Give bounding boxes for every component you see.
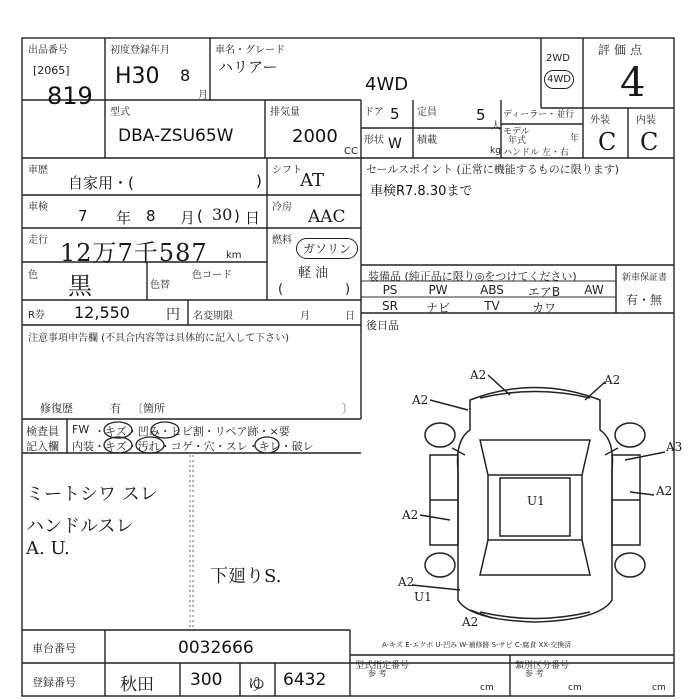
drive-4wd-circled: 4WD	[544, 70, 574, 89]
doc-day-unit: 日	[345, 311, 355, 322]
repair-history-label: 修復歴	[40, 402, 73, 415]
hand-note-4: 下廻りS.	[210, 566, 282, 587]
repair-location-label: 〔箇所	[132, 402, 165, 415]
post-install-label: 後日品	[366, 319, 399, 332]
damage-mark-front-left: A2	[412, 393, 429, 407]
history-label: 車歴	[28, 165, 48, 176]
score-value: 4	[620, 60, 646, 106]
sales-points-label: セールスポイント (正常に機能するものに限ります)	[366, 163, 620, 176]
recycle-label: R券	[28, 310, 45, 321]
handle-label: ハンドル 左・右	[503, 148, 569, 158]
damage-mark-front-right: A2	[604, 373, 621, 387]
equipment-ps: PS	[382, 283, 398, 297]
notes-label: 注意事項申告欄 (不具合内容等は具体的に記入して下さい)	[28, 333, 289, 344]
fuel-other: 軽 油	[298, 266, 329, 281]
equipment-aw: AW	[584, 283, 604, 297]
kg-unit: kg	[490, 146, 501, 156]
warranty-value: 有・無	[626, 293, 663, 307]
cc-unit: CC	[344, 146, 358, 157]
first-registration-label: 初度登録年月	[110, 45, 170, 56]
registration-class: 300	[190, 670, 223, 690]
grade: 4WD	[365, 74, 409, 95]
model-label: 型式	[110, 107, 130, 118]
inspection-day: 30	[212, 205, 233, 224]
class-label: 類別区分番号	[515, 661, 570, 671]
car-name: ハリアー	[218, 58, 278, 76]
equipment-abs: ABS	[480, 283, 504, 297]
color-code-label: 色コード	[192, 270, 232, 281]
score-label: 評価点	[598, 43, 647, 57]
inspector-label-1: 検査員	[26, 425, 59, 438]
mileage-label: 走行	[28, 235, 48, 246]
hand-note-3: A. U.	[26, 538, 70, 559]
inspection-day-unit: 日	[245, 209, 261, 227]
displacement-value: 2000	[292, 126, 338, 147]
history-close: )	[256, 172, 262, 190]
registration-region: 秋田	[120, 675, 154, 695]
shape-label: 形状	[364, 135, 384, 146]
interior-value: C	[640, 128, 659, 156]
ac-value: AAC	[308, 207, 346, 227]
color-change-label: 色替	[150, 280, 170, 291]
ac-label: 冷房	[272, 202, 292, 213]
damage-mark-roof: U1	[527, 494, 545, 508]
chassis-label: 車台番号	[32, 642, 76, 655]
type-cert-ref: 参 考	[368, 669, 387, 678]
damage-mark-rear: A2	[462, 615, 479, 629]
equipment-pw: PW	[428, 283, 448, 297]
inspection-month-unit: 月	[180, 209, 196, 227]
inspector-interior: 内装	[72, 440, 94, 453]
loading-label: 積載	[417, 135, 437, 146]
displacement-label: 排気量	[270, 107, 300, 118]
inspection-year: 7	[78, 207, 88, 225]
doc-month-unit: 月	[300, 311, 310, 322]
dealer-label: ディーラー・並行	[503, 110, 575, 120]
door-label: ドア	[364, 107, 384, 118]
exterior-value: C	[598, 128, 617, 156]
interior-label: 内装	[636, 115, 656, 126]
equipment-leather: カワ	[531, 301, 556, 315]
registration-number: 6432	[283, 670, 327, 690]
first-registration-month: 8	[180, 66, 191, 85]
recycle-value: 12,550	[74, 303, 130, 322]
yen-unit: 円	[166, 307, 180, 323]
class-ref: 参 考	[525, 669, 544, 678]
equipment-tv: TV	[484, 299, 500, 313]
month-unit: 月	[198, 90, 208, 101]
inspection-paren-open: (	[197, 207, 203, 225]
damage-mark-left-rear: A2	[398, 575, 415, 589]
mileage-value: 12万7千587	[60, 239, 208, 267]
damage-mark-left-rear-dent: U1	[414, 590, 432, 604]
type-cert-label: 型式指定番号	[355, 661, 410, 671]
equipment-navi: ナビ	[425, 301, 450, 315]
fuel-label: 燃料	[272, 235, 292, 246]
doc-expiry-label: 名変期限	[193, 311, 233, 322]
inspection-label: 車検	[28, 202, 48, 213]
cm-unit-1: cm	[480, 683, 494, 693]
chassis-value: 0032666	[178, 638, 254, 658]
color-value: 黒	[68, 272, 92, 300]
capacity-label: 定員	[417, 107, 437, 118]
repair-history-value: 有	[110, 402, 121, 415]
damage-mark-front: A2	[470, 368, 487, 382]
inspector-line-1: ・キズ・凹み・ヒビ割・リペア跡・×要	[94, 425, 290, 438]
registration-label: 登録番号	[32, 676, 76, 689]
shift-label: シフト	[272, 165, 302, 176]
damage-mark-left-door: A2	[402, 508, 419, 522]
capacity-unit: 人	[491, 121, 501, 132]
fuel-bracket-open: (	[278, 282, 284, 297]
car-name-label: 車名・グレード	[215, 45, 285, 56]
damage-mark-right-rear: A2	[656, 484, 673, 498]
equipment-airbag: エアB	[527, 285, 561, 299]
fuel-selected-circled: ガソリン	[296, 238, 358, 259]
sales-points-text: 車検R7.8.30まで	[370, 184, 473, 199]
shift-value: AT	[300, 170, 325, 191]
equipment-sr: SR	[382, 299, 398, 313]
shape-value: W	[388, 136, 402, 152]
model-value: DBA-ZSU65W	[118, 126, 234, 146]
first-registration-year: H30	[115, 64, 160, 89]
inspector-fw: FW	[72, 423, 90, 436]
history-value: 自家用・(	[68, 174, 134, 192]
warranty-label: 新車保証書	[622, 273, 668, 283]
inspection-paren-close: )	[234, 207, 240, 225]
hand-note-2: ハンドルスレ	[26, 516, 134, 537]
inspection-month: 8	[146, 207, 156, 225]
exterior-label: 外装	[590, 115, 610, 126]
cm-unit-2: cm	[568, 683, 582, 693]
door-value: 5	[390, 105, 400, 123]
cm-unit-3: cm	[652, 683, 666, 693]
color-label: 色	[28, 270, 38, 281]
inspection-year-unit: 年	[116, 209, 132, 227]
repair-location-close: 〕	[342, 402, 353, 415]
damage-legend: A-キズ E-エクボ U-凹み W-補修跡 S-サビ C-腐食 XX-交換済	[382, 641, 572, 649]
fuel-bracket-close: )	[345, 282, 351, 297]
inspector-label-2: 記入欄	[26, 440, 59, 453]
lot-number: 819	[47, 82, 93, 110]
damage-mark-right-door: A3	[666, 440, 683, 454]
drive-2wd: 2WD	[546, 53, 570, 64]
capacity-value: 5	[476, 106, 486, 124]
model-year-label: モデル	[503, 127, 530, 137]
lot-bracket: [2065]	[33, 64, 70, 77]
year-unit: 年	[570, 134, 580, 144]
registration-kana: ゆ	[248, 675, 265, 695]
equipment-label: 装備品 (純正品に限り◎をつけてください)	[368, 270, 577, 283]
year-label: 年式	[508, 136, 527, 146]
lot-number-label: 出品番号	[28, 45, 68, 56]
km-unit: km	[226, 250, 242, 261]
inspector-line-2: ・キズ・汚れ・コゲ・穴・スレ・キレ・破レ	[94, 440, 314, 453]
hand-note-1: ミートシワ スレ	[26, 484, 158, 505]
